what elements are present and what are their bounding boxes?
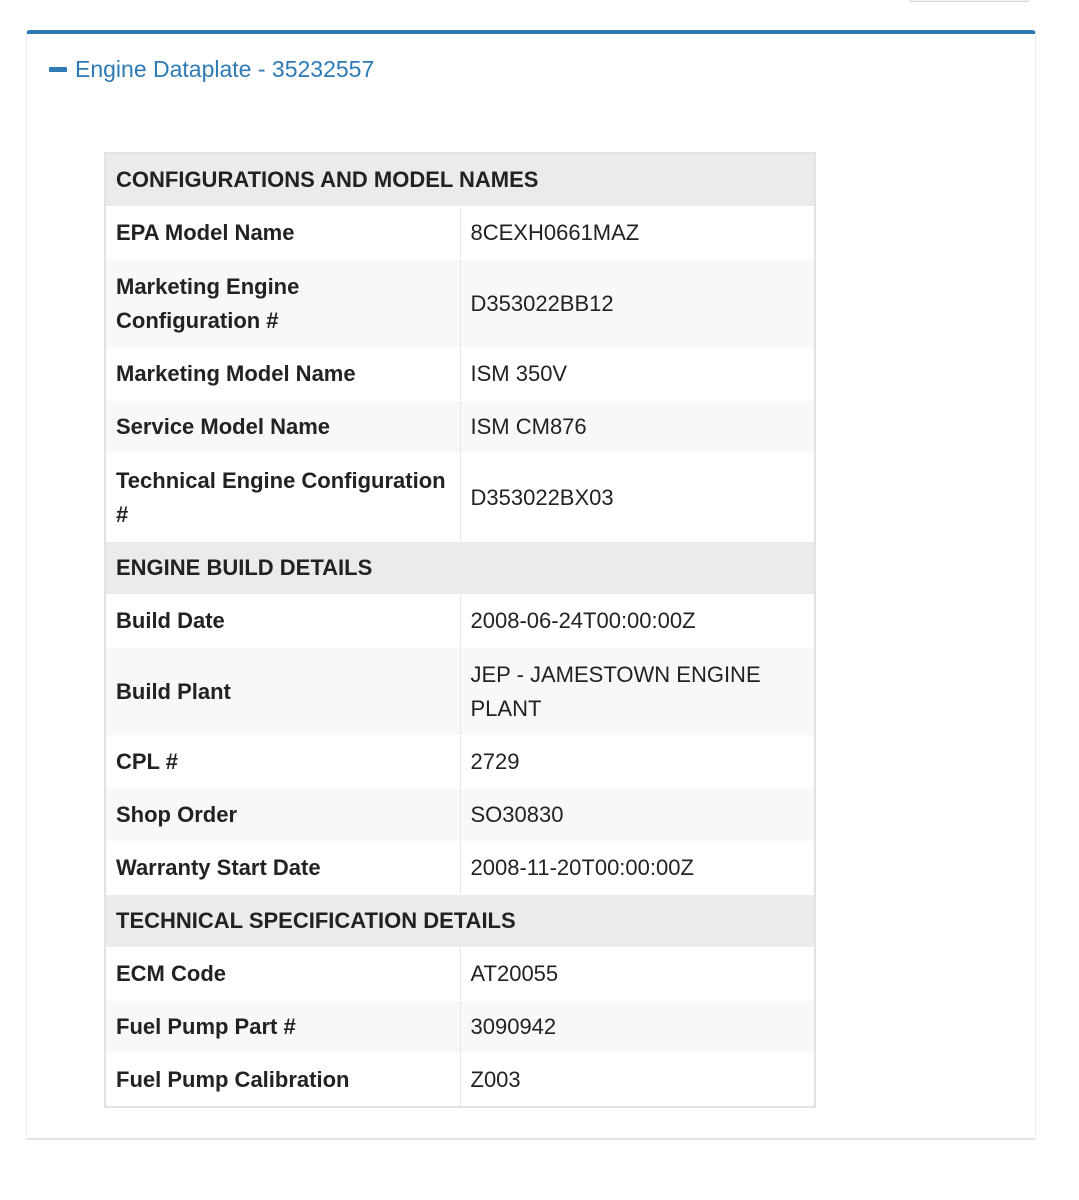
table-row xyxy=(105,842,815,895)
section-header-row xyxy=(105,153,815,207)
section-header-row xyxy=(105,542,815,595)
row-value: JEP - JAMESTOWN ENGINE PLANT xyxy=(460,648,815,736)
minus-icon[interactable] xyxy=(49,67,67,72)
row-value: Z003 xyxy=(460,1054,815,1108)
table-row xyxy=(105,207,815,260)
section-heading: ENGINE BUILD DETAILS xyxy=(105,542,815,595)
row-label: Technical Engine Configuration # xyxy=(105,454,460,542)
row-label: Service Model Name xyxy=(105,401,460,454)
row-value: ISM 350V xyxy=(460,348,815,401)
panel-title[interactable]: Engine Dataplate - 35232557 xyxy=(75,56,375,82)
row-value: 8CEXH0661MAZ xyxy=(460,207,815,260)
dataplate-table xyxy=(104,152,816,1108)
table-row xyxy=(105,648,815,736)
row-value: 2008-11-20T00:00:00Z xyxy=(460,842,815,895)
table-row xyxy=(105,401,815,454)
row-label: Build Plant xyxy=(105,648,460,736)
row-label: Warranty Start Date xyxy=(105,842,460,895)
table-row xyxy=(105,595,815,648)
row-label: Shop Order xyxy=(105,789,460,842)
row-label: Fuel Pump Calibration xyxy=(105,1054,460,1108)
row-value: D353022BX03 xyxy=(460,454,815,542)
row-value: ISM CM876 xyxy=(460,401,815,454)
row-label: Fuel Pump Part # xyxy=(105,1001,460,1054)
table-row xyxy=(105,1001,815,1054)
table-row xyxy=(105,454,815,542)
row-label: EPA Model Name xyxy=(105,207,460,260)
table-row xyxy=(105,948,815,1001)
section-heading: TECHNICAL SPECIFICATION DETAILS xyxy=(105,895,815,948)
table-row xyxy=(105,348,815,401)
row-value: SO30830 xyxy=(460,789,815,842)
row-value: 2008-06-24T00:00:00Z xyxy=(460,595,815,648)
section-header-row xyxy=(105,895,815,948)
table-row xyxy=(105,260,815,348)
row-value: D353022BB12 xyxy=(460,260,815,348)
row-label: Marketing Model Name xyxy=(105,348,460,401)
top-tab-edge xyxy=(908,0,1030,2)
section-heading: CONFIGURATIONS AND MODEL NAMES xyxy=(105,153,815,207)
row-value: 3090942 xyxy=(460,1001,815,1054)
row-label: CPL # xyxy=(105,736,460,789)
row-label: ECM Code xyxy=(105,948,460,1001)
row-value: AT20055 xyxy=(460,948,815,1001)
table-row xyxy=(105,789,815,842)
row-value: 2729 xyxy=(460,736,815,789)
row-label: Build Date xyxy=(105,595,460,648)
table-row xyxy=(105,736,815,789)
row-label: Marketing Engine Configuration # xyxy=(105,260,460,348)
panel-toggle-header[interactable] xyxy=(49,52,374,86)
table-row xyxy=(105,1054,815,1108)
